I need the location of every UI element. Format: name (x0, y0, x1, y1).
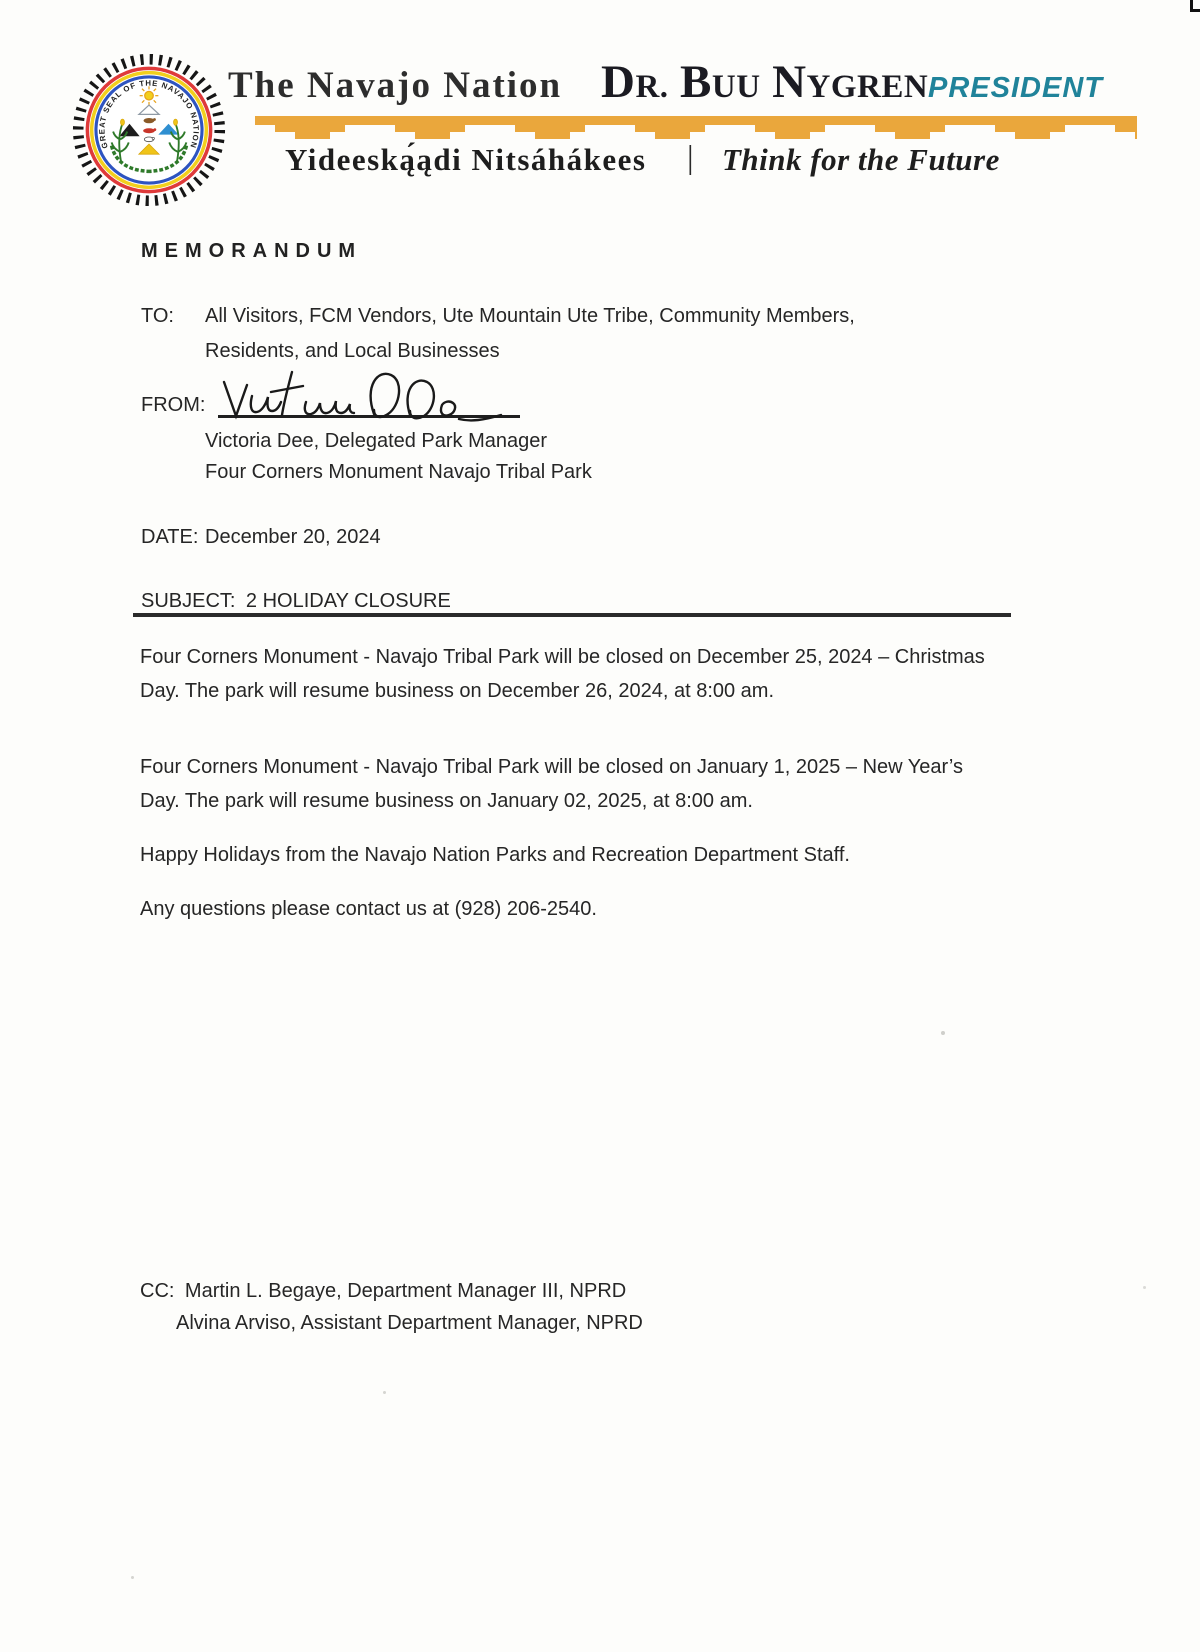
scan-speck (131, 1576, 134, 1579)
from-org: Four Corners Monument Navajo Tribal Park (205, 461, 592, 483)
subject-divider-rule (133, 613, 1011, 617)
president-title: PRESIDENT (928, 72, 1103, 104)
to-line-2: Residents, and Local Businesses (205, 340, 500, 362)
to-label: TO: (141, 305, 174, 327)
president-name-dr: DR. (601, 56, 669, 108)
paragraph-4-line-1: Any questions please contact us at (928) 206-2540. (140, 898, 597, 920)
date-label: DATE: (141, 526, 199, 548)
scan-speck (1143, 1286, 1146, 1289)
date-value: December 20, 2024 (205, 526, 381, 548)
paragraph-2-line-1: Four Corners Monument - Navajo Tribal Park will be closed on January 1, 2025 – New Year’s (140, 756, 964, 778)
scan-speck (941, 1031, 945, 1035)
org-name: The Navajo Nation (228, 65, 563, 106)
cc-row (140, 1280, 626, 1303)
tagline-navajo: Yideeską́ądi Nitsáhákees (285, 142, 647, 177)
scan-artifact-bracket-horizontal (1190, 9, 1200, 12)
president-name-first: BUU (680, 56, 761, 108)
navajo-step-band (255, 116, 1137, 139)
paragraph-2-line-2: Day. The park will resume business on January 02, 2025, at 8:00 am. (140, 790, 753, 812)
seal-curved-text: GREAT SEAL OF THE NAVAJO NATION (97, 78, 201, 150)
paragraph-3-line-1: Happy Holidays from the Navajo Nation Parks and Recreation Department Staff. (140, 844, 850, 866)
subject-label: SUBJECT: (141, 590, 236, 612)
president-name (601, 56, 935, 108)
seal-sun-icon (140, 86, 159, 105)
cc-label: CC: (140, 1280, 175, 1302)
to-line-1: All Visitors, FCM Vendors, Ute Mountain Ute Tribe, Community Members, (205, 305, 855, 327)
tagline-separator: | (687, 140, 694, 176)
tagline-english: Think for the Future (722, 142, 1000, 177)
subject-row (141, 590, 451, 613)
cc-line-1: Martin L. Begaye, Department Manager III, NPRD (184, 1280, 627, 1302)
cc-line-2: Alvina Arviso, Assistant Department Manager, NPRD (176, 1312, 643, 1334)
scan-speck (383, 1391, 386, 1394)
subject-value: 2 HOLIDAY CLOSURE (245, 590, 451, 612)
from-name-title: Victoria Dee, Delegated Park Manager (205, 430, 548, 452)
paragraph-1-line-1: Four Corners Monument - Navajo Tribal Park will be closed on December 25, 2024 – Christmas (140, 646, 985, 668)
memo-heading: MEMORANDUM (141, 240, 363, 262)
signature-victoria-dee (214, 370, 559, 428)
from-label: FROM: (141, 394, 206, 416)
navajo-nation-seal (71, 52, 227, 208)
president-name-last: NYGREN (772, 56, 929, 108)
paragraph-1-line-2: Day. The park will resume business on December 26, 2024, at 8:00 am. (140, 680, 775, 702)
